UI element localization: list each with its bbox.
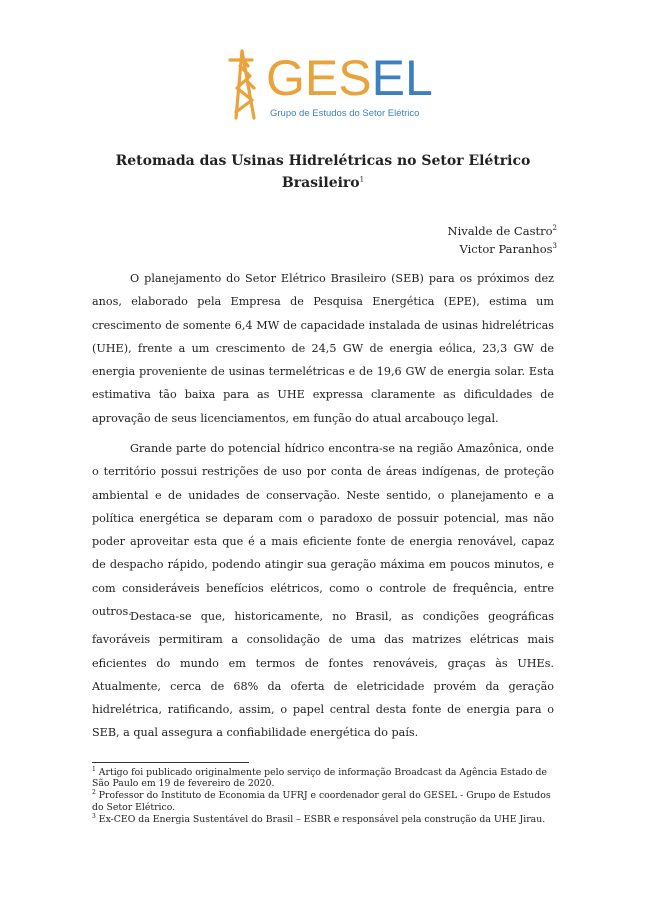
- footnote-item: [92, 767, 562, 789]
- footnote-text: Professor do Instituto de Economia da UFRJ e coordenador geral do GESEL - Grupo de Estudos do Setor Elétrico.: [92, 790, 551, 813]
- footnote-text: Ex-CEO da Energia Sustentável do Brasil – ESBR e responsável pela construção da UHE Jirau.: [98, 813, 546, 825]
- transmission-tower-icon: [228, 48, 268, 120]
- document-title-line1: Retomada das Usinas Hidrelétricas no Setor Elétrico: [115, 153, 531, 169]
- logo-wordmark: [266, 50, 433, 106]
- footnote-divider: [92, 762, 249, 763]
- logo-subtitle: Grupo de Estudos do Setor Elétrico: [270, 108, 420, 119]
- footnote-number: 3: [92, 812, 96, 820]
- footnote-item: [92, 790, 562, 812]
- document-title-line2: [90, 172, 556, 194]
- authors-block: [448, 222, 558, 258]
- author-footnote-ref: 3: [552, 242, 557, 251]
- body-paragraph: Grande parte do potencial hídrico encontra-se na região Amazônica, onde o território possui restrições de uso por conta de áreas indígenas, de proteção ambiental e de unidades de conservação. Neste sentido, o planejamento e a política energética se deparam com o paradoxo de possuir potencial, mas não poder aproveitar esta que é a mais eficiente fonte de energia renovável, capaz de despacho rápido, podendo atingir sua geração máxima em poucos minutos, e com consideráveis benefícios elétricos, como o controle de frequência, entre outros.: [92, 442, 554, 619]
- logo-word-part1: GES: [266, 50, 372, 106]
- author-name: Victor Paranhos: [459, 242, 553, 256]
- body-paragraph: O planejamento do Setor Elétrico Brasileiro (SEB) para os próximos dez anos, elaborado pela Empresa de Pesquisa Energética (EPE), estima um crescimento de somente 6,4 MW de capacidade instalada de usinas hidrelétricas (UHE), frente a um crescimento de 24,5 GW de energia eólica, 23,3 GW de energia proveniente de usinas termelétricas e de 19,6 GW de energia solar. Esta estimativa tão baixa para as UHE expressa claramente as dificuldades de aprovação de seus licenciamentos, em função do atual arcabouço legal.: [92, 272, 554, 425]
- document-title-line2-text: Brasileiro: [281, 175, 360, 191]
- gesel-logo: [228, 48, 433, 123]
- body-paragraph: Destaca-se que, historicamente, no Brasil, as condições geográficas favoráveis permitiram a consolidação de uma das matrizes elétricas mais eficientes do mundo em termos de fontes renováveis, graças às UHEs. Atualmente, cerca de 68% da oferta de eletricidade provém da geração hidrelétrica, ratificando, assim, o papel central desta fonte de energia para o SEB, a qual assegura a confiabilidade energética do país.: [92, 610, 554, 740]
- author-footnote-ref: 2: [552, 224, 557, 233]
- logo-word-part2: EL: [371, 50, 433, 106]
- footnote-text: Artigo foi publicado originalmente pelo serviço de informação Broadcast da Agência Estado de São Paulo em 19 de fevereiro de 2020.: [92, 767, 548, 790]
- author-name: Nivalde de Castro: [447, 224, 553, 238]
- title-footnote-ref: 1: [359, 175, 365, 184]
- author-item: [448, 222, 558, 240]
- footnotes-block: [92, 767, 562, 826]
- footnote-number: 2: [92, 789, 96, 797]
- footnote-number: 1: [92, 765, 96, 773]
- footnote-item: [92, 814, 562, 825]
- author-item: [448, 240, 558, 258]
